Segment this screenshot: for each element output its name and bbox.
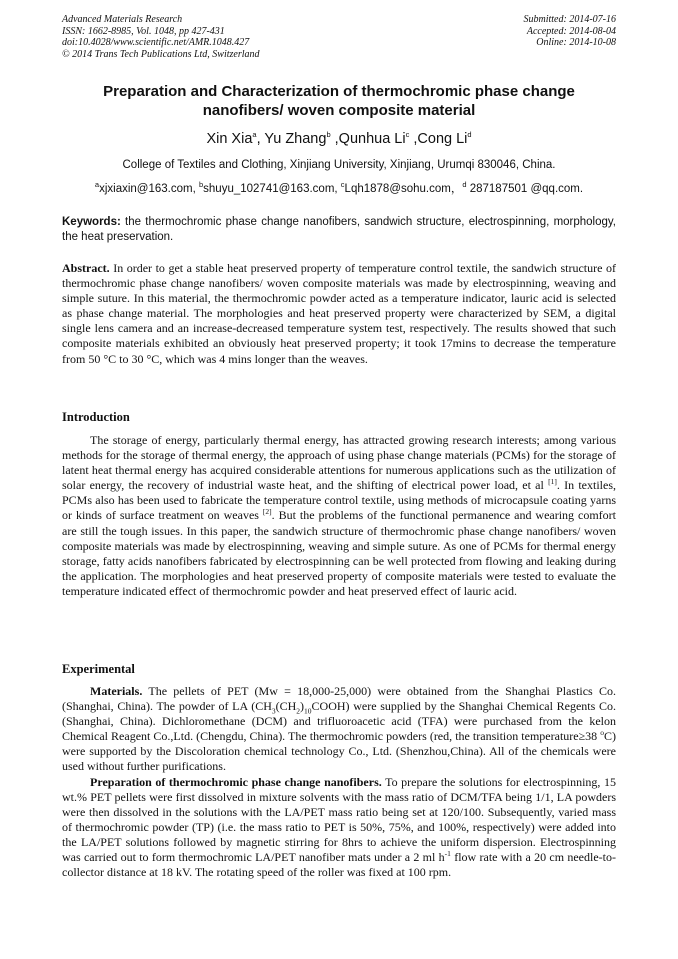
author-1-mark: a — [252, 130, 257, 140]
introduction-heading: Introduction — [62, 410, 130, 424]
author-3: Qunhua Li — [338, 131, 406, 147]
header-right — [524, 14, 617, 49]
copyright: © 2014 Trans Tech Publications Ltd, Switzerland — [62, 48, 260, 60]
experimental-section — [62, 684, 616, 880]
preparation-label: Preparation of thermochromic phase change nanofibers. — [90, 774, 382, 789]
author-2: Yu Zhang — [264, 131, 327, 147]
email-a-mark: a — [94, 180, 100, 190]
keywords-text: the thermochromic phase change nanofibers, sandwich structure, electrospinning, morphology, the heat preservation. — [62, 216, 616, 243]
intro-text-2: . In textiles, PCMs also has been used to fabricate the temperature control textile, using methods of microcapsule coating yarns or kinds of surface treatment on weaves — [62, 478, 616, 523]
email-c: Lqh1878@sohu.com， — [344, 183, 463, 195]
author-4: Cong Li — [417, 131, 468, 147]
materials-text-2: (CH — [275, 699, 297, 714]
affiliation: College of Textiles and Clothing, Xinjiang University, Xinjiang, Urumqi 830046, China. — [122, 159, 556, 171]
materials-text-5: C) were supported by the Discoloration chemical technology Co., Ltd. (Shenzhou,China). All of the chemicals were used without further purifications. — [62, 729, 616, 774]
author-emails — [62, 180, 616, 196]
author-list: Xin Xia$^a$, Yu Zhang$^b$ ,Qunhua Li$^c$ ,Cong Li$^d$ — [206, 130, 472, 147]
submitted-date: Submitted: 2014-07-16 — [523, 14, 616, 25]
exponent-neg1: -1 — [444, 849, 451, 859]
email-a: xjxiaxin@163.com, — [99, 183, 199, 195]
materials-text-3: ) — [300, 699, 305, 714]
citation-2[interactable]: [2] — [262, 507, 272, 517]
accepted-date: Accepted: 2014-08-04 — [526, 25, 616, 37]
keywords — [62, 215, 616, 245]
materials-text-1: The pellets of PET (Mw = 18,000-25,000) were obtained from the Shanghai Plastics Co. (Shanghai, China). The powder of LA (CH — [62, 684, 616, 714]
header-left — [62, 14, 260, 60]
issn: ISSN: 1662-8985, Vol. 1048, pp 427-431 — [62, 25, 225, 37]
citation-1[interactable]: [1] — [548, 477, 557, 487]
journal-name: Advanced Materials Research — [62, 14, 183, 25]
experimental-heading: Experimental — [62, 662, 135, 676]
introduction-paragraph — [62, 433, 616, 599]
title-line-1: Preparation and Characterization of thermochromic phase change — [103, 83, 575, 100]
abstract-label: Abstract. — [62, 261, 110, 275]
intro-text-3: . But the problems of the functional permanence and wearing comfort are still the tough issues. In this paper, the sandwich structure of thermochromic phase change nanofibers/ woven composite materials was made by electrospinning, weaving and simple suture. As one of PCMs for thermal energy storage, fatty acids nanofibers fabricated by electrospinning can be well protected from flowing and leaking during the application. The morphologies and heat preserved property of composite materials were tested to evaluate the temperature indicated effect of thermochromic powder and heat preserved effect of lauric acid. — [62, 508, 616, 598]
email-d-mark: d — [462, 180, 467, 190]
sub-2: 2 — [296, 706, 301, 716]
materials-label: Materials. — [90, 684, 143, 698]
doi: doi:10.4028/www.scientific.net/AMR.1048.427 — [62, 37, 250, 48]
online-date: Online: 2014-10-08 — [536, 37, 616, 48]
author-1: Xin Xia — [206, 131, 253, 147]
materials-paragraph — [62, 684, 616, 775]
sub-3: 3 — [271, 706, 276, 716]
author-2-mark: b — [326, 130, 331, 140]
intro-text-1: The storage of energy, particularly thermal energy, has attracted growing research interests; among various methods for the storage of thermal energy, the approach of using phase change materials (PCMs) for the storage of latent heat thermal energy has acquired considerable attentions for numerous applications such as the utilization of solar energy, the recovery of industrial waste heat, and the shifting of electrical power load, et al — [62, 433, 616, 493]
sub-10: 10 — [304, 706, 312, 716]
title-line-2: nanofibers/ woven composite material — [202, 102, 476, 119]
preparation-paragraph — [62, 775, 616, 881]
keywords-label: Keywords: — [62, 216, 121, 228]
author-3-mark: c — [405, 130, 410, 140]
email-b-mark: b — [198, 180, 204, 190]
abstract-text: In order to get a stable heat preserved property of temperature control textile, the sandwich structure of thermochromic phase change nanofibers/ woven composite materials was made by electrospinning, weaving and simple suture. In this material, the thermochromic powder acted as a temperature indicator, lauric acid is selected as phase change material. The morphologies and heat preserved property were characterized by SEM, a digital single lens camera and an increase-decreased temperature system test, respectively. The results showed that such composite materials exhibited an obviously heat preserved property; it took 17mins to decrease the temperature from 50 °C to 30 °C, which was 4 mins longer than the weaves. — [62, 261, 616, 366]
email-d: 287187501 @qq.com. — [466, 183, 584, 195]
materials-text-4: COOH) were supplied by the Shanghai Chemical Regents Co.(Shanghai, China). Dichloromethane (DCM) and trifluoroacetic acid (TFA) were purchased from the kelon Chemical Reagent Co.,Ltd. (Chengdu, China). The thermochromic powders (red, the transition temperature≥38 — [62, 699, 616, 744]
author-4-mark: d — [467, 130, 472, 140]
preparation-text-2: flow rate with a 20 cm needle-to-collector distance at 18 kV. The rotating speed of the roller was fixed at 100 rpm. — [62, 850, 616, 880]
email-b: shuyu_102741@163.com, — [203, 183, 341, 195]
paper-title — [62, 82, 616, 120]
abstract — [62, 261, 616, 367]
preparation-text-1: To prepare the solutions for electrospinning, 15 wt.% PET pellets were first dissolved in mixture solvents with the mass ratio of DCM/TFA being 1/1, LA powders were then dissolved in the solutions with the LA/PET mass ratio being set at 120/100. Subsequently, varied mass of thermochromic powder (TP) (i.e. the mass ratio to PET is 50%, 75%, and 100%, respectively) were added into the LA/PET solutions followed by magnetic stirring for 8hrs to achieve the uniform dispersion. Electrospinning was carried out to form thermochromic LA/PET nanofiber mats under a 2 ml h — [62, 774, 616, 865]
email-c-mark: c — [340, 180, 345, 190]
degree-mark: o — [600, 728, 604, 738]
